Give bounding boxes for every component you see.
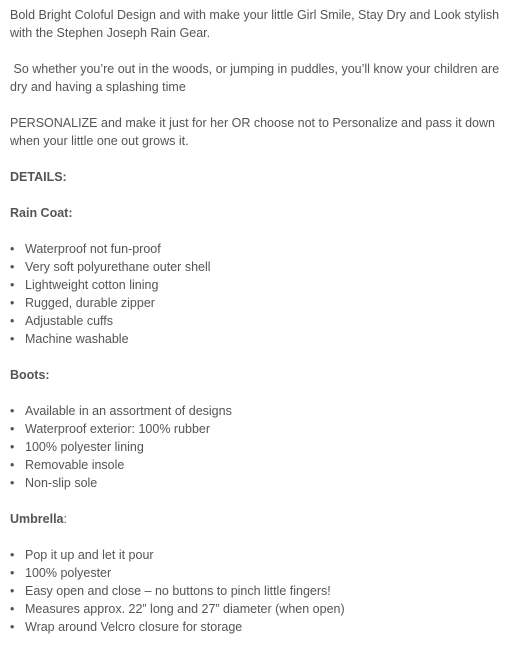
list-item [10, 564, 510, 582]
list-item [10, 258, 510, 276]
list-item-text: Measures approx. 22” long and 27” diameter (when open) [25, 602, 345, 616]
bullet-icon: • [10, 278, 15, 292]
list-item-text: Pop it up and let it pour [25, 548, 154, 562]
intro-paragraph: So whether you’re out in the woods, or jumping in puddles, you’ll know your children are dry and having a splashing time [10, 62, 503, 94]
bullet-icon: • [10, 242, 15, 256]
bullet-icon: • [10, 332, 15, 346]
intro-paragraph: Bold Bright Coloful Design and with make your little Girl Smile, Stay Dry and Look stylish with the Stephen Joseph Rain Gear. [10, 8, 500, 40]
boots-heading: Boots: [10, 368, 50, 382]
list-item-text: Very soft polyurethane outer shell [25, 260, 211, 274]
boots-list [10, 402, 510, 492]
list-item-text: Wrap around Velcro closure for storage [25, 620, 243, 634]
list-item [10, 402, 510, 420]
list-item-text: Waterproof not fun-proof [25, 242, 161, 256]
details-heading: DETAILS: [10, 170, 67, 184]
list-item-text: 100% polyester lining [25, 440, 144, 454]
umbrella-heading [10, 510, 510, 528]
bullet-icon: • [10, 260, 15, 274]
bullet-icon: • [10, 422, 15, 436]
list-item-text: Adjustable cuffs [25, 314, 114, 328]
bullet-icon: • [10, 296, 15, 310]
intro-paragraph: PERSONALIZE and make it just for her OR choose not to Personalize and pass it down when your little one out grows it. [10, 116, 495, 148]
list-item [10, 474, 510, 492]
list-item [10, 600, 510, 618]
bullet-icon: • [10, 620, 15, 634]
list-item-text: Non-slip sole [25, 476, 98, 490]
list-item-text: Rugged, durable zipper [25, 296, 155, 310]
list-item-text: Lightweight cotton lining [25, 278, 159, 292]
rain-coat-list [10, 240, 510, 348]
umbrella-heading-colon: : [63, 512, 67, 526]
bullet-icon: • [10, 314, 15, 328]
list-item [10, 582, 510, 600]
bullet-icon: • [10, 476, 15, 490]
list-item-text: Easy open and close – no buttons to pinch little fingers! [25, 584, 331, 598]
list-item-text: Removable insole [25, 458, 125, 472]
list-item [10, 456, 510, 474]
list-item [10, 438, 510, 456]
umbrella-list [10, 546, 510, 636]
umbrella-heading-text: Umbrella [10, 512, 64, 526]
bullet-icon: • [10, 602, 15, 616]
list-item [10, 240, 510, 258]
list-item [10, 330, 510, 348]
bullet-icon: • [10, 548, 15, 562]
list-item [10, 294, 510, 312]
list-item-text: 100% polyester [25, 566, 112, 580]
list-item [10, 618, 510, 636]
list-item [10, 276, 510, 294]
list-item [10, 312, 510, 330]
list-item [10, 546, 510, 564]
bullet-icon: • [10, 404, 15, 418]
bullet-icon: • [10, 440, 15, 454]
list-item-text: Available in an assortment of designs [25, 404, 232, 418]
list-item-text: Waterproof exterior: 100% rubber [25, 422, 211, 436]
bullet-icon: • [10, 458, 15, 472]
bullet-icon: • [10, 566, 15, 580]
list-item-text: Machine washable [25, 332, 129, 346]
bullet-icon: • [10, 584, 15, 598]
rain-coat-heading: Rain Coat: [10, 206, 73, 220]
list-item [10, 420, 510, 438]
